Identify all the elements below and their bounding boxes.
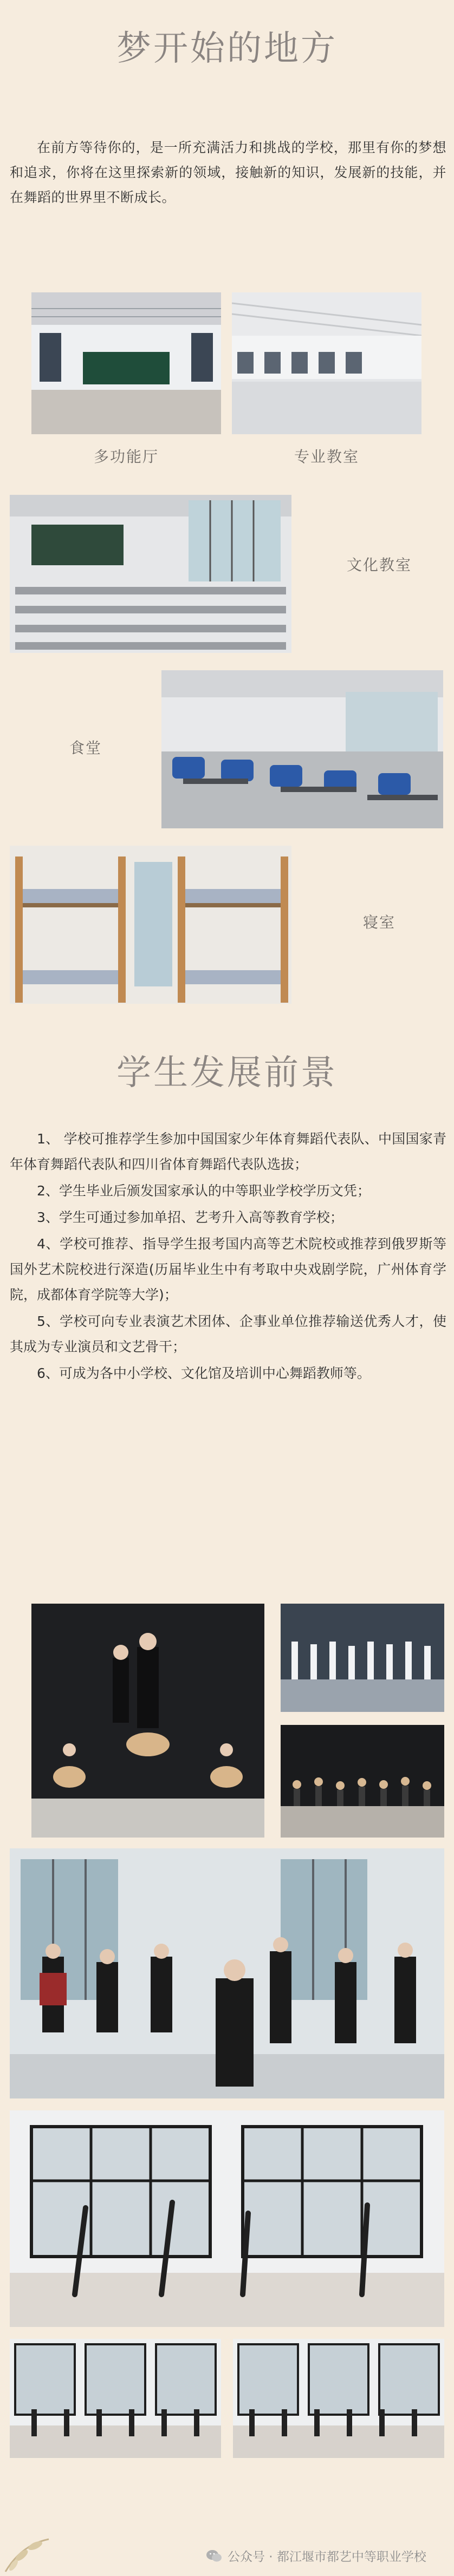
dorm-photo bbox=[10, 846, 291, 1004]
prospects-list bbox=[10, 1126, 446, 1387]
classroom-photo bbox=[10, 495, 291, 653]
dancers-group-white-photo bbox=[281, 1604, 444, 1712]
footer-text: 公众号 · 都江堰市都艺中等职业学校 bbox=[228, 2550, 426, 2564]
prospect-item-1: 1、 学校可推荐学生参加中国国家少年体育舞蹈代表队、中国国家青年体育舞蹈代表队和四川省体育舞蹈代表队选拔； bbox=[10, 1131, 446, 1172]
prospect-item-3: 3、学生可通过参加单招、艺考升入高等教育学校； bbox=[37, 1209, 343, 1225]
wechat-icon bbox=[206, 2549, 222, 2563]
caption-hall: 多功能厅 bbox=[93, 448, 159, 466]
dance-class-photo bbox=[10, 1848, 444, 2098]
dancers-duo-photo bbox=[31, 1604, 264, 1838]
prospect-item-2: 2、学生毕业后颁发国家承认的中等职业学校学历文凭； bbox=[37, 1183, 371, 1199]
prospect-item-6: 6、可成为各中小学校、文化馆及培训中心舞蹈教师等。 bbox=[37, 1365, 371, 1381]
studio-photo bbox=[232, 292, 421, 434]
floral-decoration-icon bbox=[0, 2523, 76, 2576]
footer-account bbox=[206, 2547, 426, 2565]
section-title-prospects: 学生发展前景 bbox=[116, 1053, 338, 1093]
hall-photo bbox=[31, 292, 221, 434]
section-title-dream: 梦开始的地方 bbox=[116, 29, 338, 69]
dancers-group-practice-photo bbox=[281, 1725, 444, 1838]
caption-studio: 专业教室 bbox=[294, 448, 359, 466]
caption-dorm: 寝室 bbox=[362, 913, 395, 931]
canteen-photo bbox=[161, 670, 443, 828]
prospect-item-5: 5、学校可向专业表演艺术团体、企事业单位推荐输送优秀人才，使其成为专业演员和文艺骨干； bbox=[10, 1313, 446, 1355]
prospect-item-4: 4、学校可推荐、指导学生报考国内高等艺术院校或推荐到俄罗斯等国外艺术院校进行深造(历届毕业生中有考取中央戏剧学院，广州体育学院，成都体育学院等大学)； bbox=[10, 1236, 446, 1303]
barre-left-photo bbox=[10, 2339, 221, 2458]
caption-canteen: 食堂 bbox=[69, 739, 102, 757]
caption-classroom: 文化教室 bbox=[346, 556, 412, 574]
intro-paragraph: 在前方等待你的，是一所充满活力和挑战的学校，那里有你的梦想和追求，你将在这里探索新的领域，接触新的知识，发展新的技能，并在舞蹈的世界里不断成长。 bbox=[10, 140, 446, 205]
barre-right-photo bbox=[233, 2339, 444, 2458]
stretching-class-photo bbox=[10, 2110, 444, 2327]
